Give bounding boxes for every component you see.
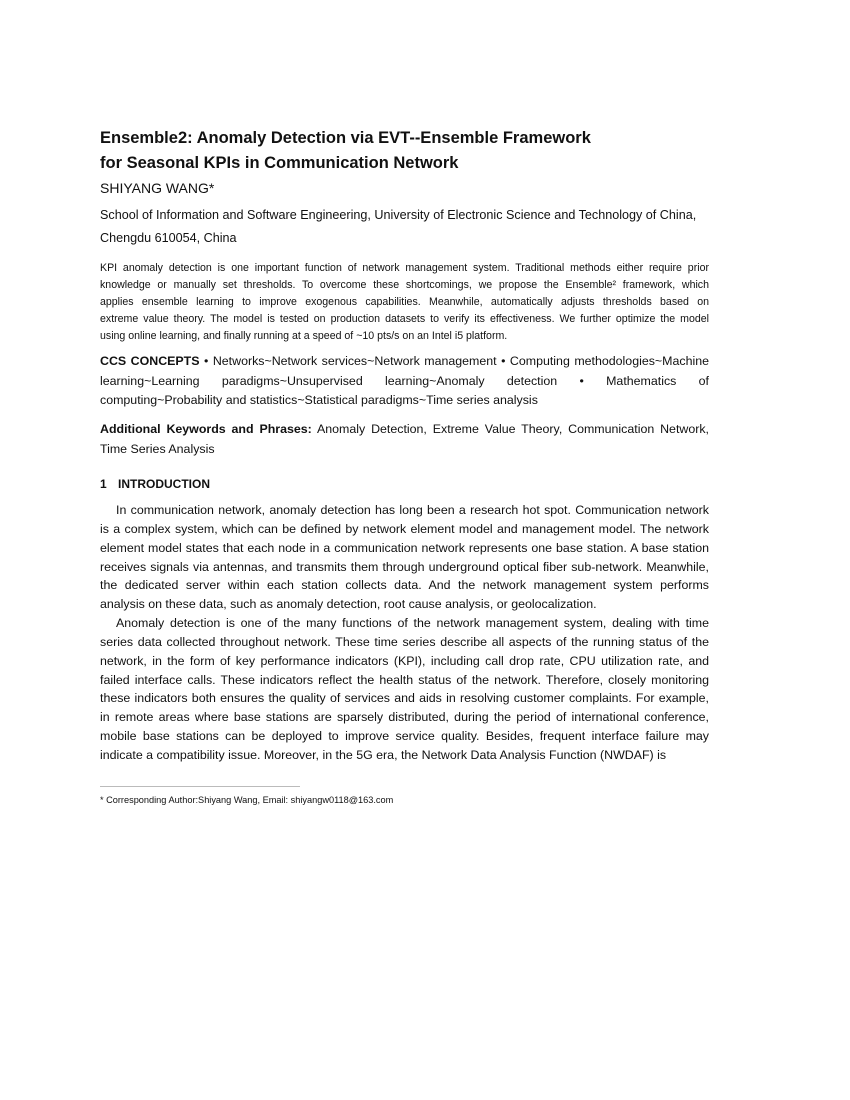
text-line: element model states that each node in a communication network represents one base station. A base station [100, 540, 709, 555]
keywords [100, 420, 709, 459]
text-line: CCS CONCEPTS • Networks~Network services~Network management • Computing methodologies~Machine [100, 354, 710, 368]
text-line: in remote areas where base stations are sparsely distributed, during the period of international conference, [100, 710, 709, 725]
text-line: Anomaly detection is one of the many functions of the network management system, dealing with time [116, 616, 709, 631]
text-line: In communication network, anomaly detection has long been a research hot spot. Communication network [116, 503, 709, 517]
text-line: Time Series Analysis [100, 441, 215, 456]
text-line: receives signals via antennas, and transmits them through underground optical fiber sub-network. Meanwhile, [100, 559, 709, 574]
text-line: mobile base stations can be deployed to improve service quality. Besides, frequent interface failure may [100, 729, 709, 744]
title-line: Ensemble2: Anomaly Detection via EVT--Ensemble Framework [100, 129, 591, 147]
paragraph [100, 614, 709, 765]
affiliation [100, 204, 709, 250]
abstract [100, 260, 709, 345]
author: SHIYANG WANG* [100, 180, 215, 196]
text-line: is a complex system, which can be defined by network element model and management model. The network [100, 521, 709, 536]
text-line: indicate a compatibility issue. Moreover, in the 5G era, the Network Data Analysis Function (NWDAF) is [100, 747, 667, 762]
text-line: network, in the form of key performance indicators (KPI), including call drop rate, CPU utilization rate, and [100, 653, 709, 668]
text-line: analysis on these data, such as anomaly detection, root cause analysis, or geolocalization. [100, 597, 597, 612]
affiliation-line: School of Information and Software Engineering, University of Electronic Science and Technology of China, [100, 208, 697, 222]
text-line: extreme value theory. The model is tested on production datasets to verify its effectiveness. We further optimize the model [100, 313, 709, 326]
text-line: series data collected throughout network. These time series describe all aspects of the running status of the [100, 634, 709, 649]
lead-label: CCS CONCEPTS [100, 354, 200, 368]
footnote-rule [100, 786, 300, 787]
text-line: using online learning, and finally running at a speed of ~10 pts/s on an Intel i5 platform. [100, 330, 508, 343]
text-line: computing~Probability and statistics~Statistical paradigms~Time series analysis [100, 393, 538, 407]
text-line: failed interface calls. These indicators reflect the health status of the network. Therefore, closely monitoring [100, 672, 709, 687]
text-line: the dedicated server within each station collects data. And the network management system performs [100, 578, 709, 593]
lead-label: Additional Keywords and Phrases: [100, 422, 312, 436]
paragraph [100, 501, 709, 614]
introduction-body [100, 501, 709, 765]
ccs-concepts [100, 352, 709, 411]
text-line: Additional Keywords and Phrases: Anomaly Detection, Extreme Value Theory, Communication Network, [100, 422, 709, 436]
text-line: KPI anomaly detection is one important function of network management system. Traditional methods either require prior [100, 262, 709, 274]
section-heading [100, 477, 709, 491]
text-line: applies ensemble learning to improve exogenous capabilities. Meanwhile, automatically adjusts thresholds based on [100, 296, 709, 309]
paper-title [100, 126, 709, 176]
text-line: knowledge or manually set thresholds. To overcome these shortcomings, we propose the Ensemble² framework, which [100, 279, 709, 292]
section-number: 1 [100, 477, 107, 491]
title-line: for Seasonal KPIs in Communication Network [100, 154, 459, 172]
affiliation-line: Chengdu 610054, China [100, 231, 237, 245]
section-title: INTRODUCTION [118, 477, 210, 491]
text-line: learning~Learning paradigms~Unsupervised learning~Anomaly detection • Mathematics of [100, 373, 709, 388]
text-line: these indicators both ensures the quality of services and aids in resolving customer complaints. For example, [100, 691, 709, 706]
footnote: * Corresponding Author:Shiyang Wang, Email: shiyangw0118@163.com [100, 795, 394, 805]
